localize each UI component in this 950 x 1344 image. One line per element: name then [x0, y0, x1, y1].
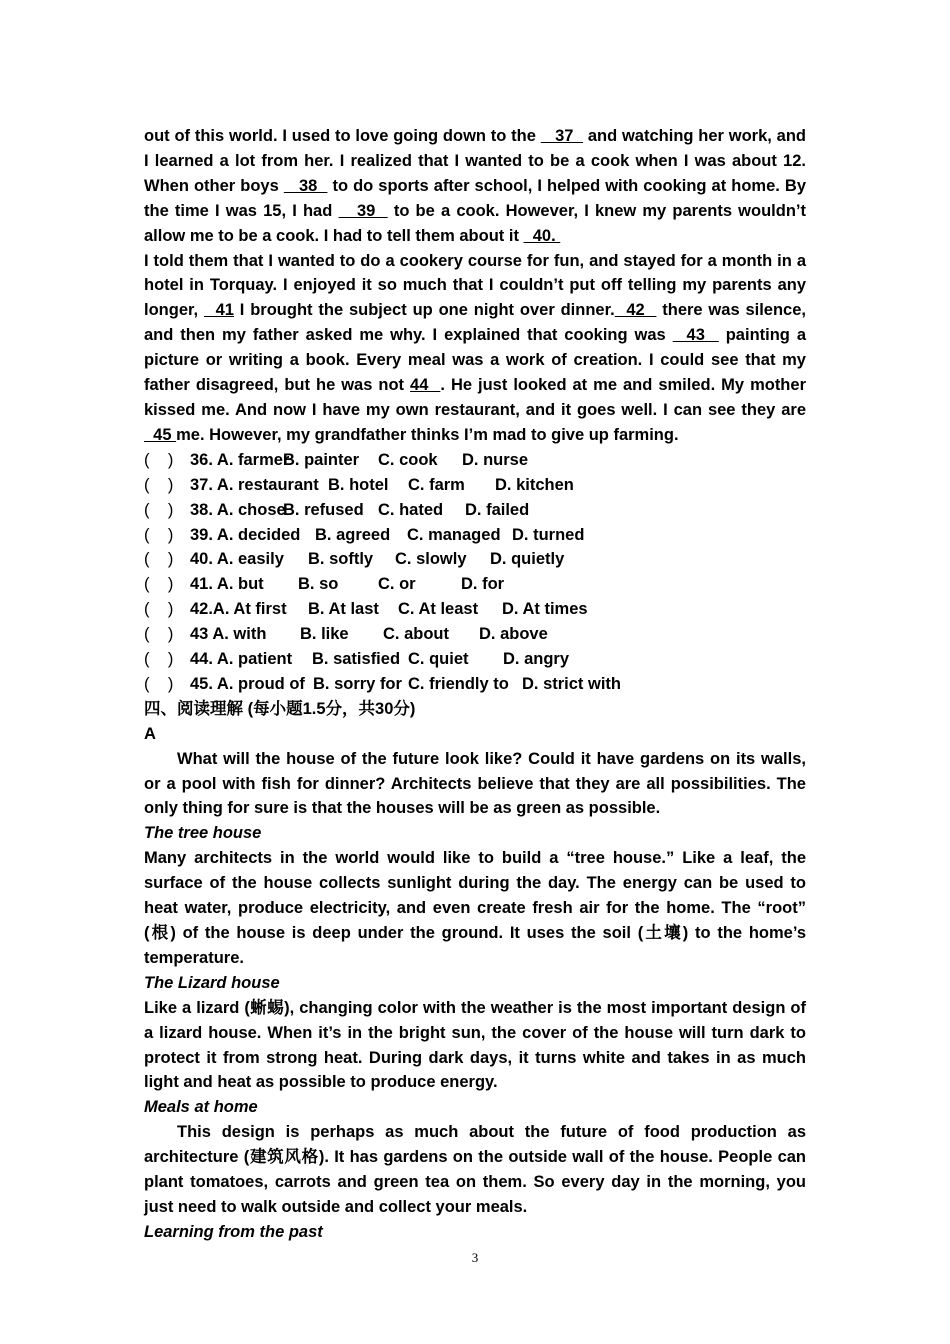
passage-intro: What will the house of the future look like? Could it have gardens on its walls, or a pool with fish for dinner? Architects believe that they are all possibilities. The only thing for sure is that the houses will be as green as possible. [144, 749, 806, 818]
blank-44: 44 [410, 376, 441, 395]
option-b: B. like [300, 625, 349, 644]
blank-41: 41 [203, 301, 234, 320]
cloze-text: and watching her work, and I learned a lot from her. I realized that I wanted to be a cook when I was about 12. When other boys [144, 127, 806, 195]
paragraph-meals-at-home: This design is perhaps as much about the future of food production as architecture (建筑风格). It has gardens on the outside wall of the house. People can plant tomatoes, carrots and green tea on them. So every day in the morning, you just need to walk outside and collect your meals. [144, 1123, 806, 1216]
cloze-text: out of this world. I used to love going down to the [144, 127, 541, 145]
option-c: C. hated [378, 500, 444, 519]
answer-parentheses[interactable]: ( ) [144, 575, 174, 594]
option-b: B. softly [308, 550, 374, 569]
question-item [144, 672, 806, 697]
option-d: D. nurse [462, 450, 529, 469]
answer-parentheses[interactable]: ( ) [144, 500, 174, 519]
answer-parentheses[interactable]: ( ) [144, 650, 174, 669]
option-c: C. quiet [408, 650, 469, 669]
cloze-text: I brought the subject up one night over dinner. [233, 301, 615, 320]
section-title: 四、阅读理解 (每小题1.5分，共30分) [144, 699, 416, 718]
question-item [144, 448, 806, 473]
cloze-text: painting a picture or writing a book. Every meal was a work of creation. I could see that my father disagreed, but he was not [144, 326, 806, 395]
option-c: C. friendly to [408, 674, 509, 693]
option-d: D. above [479, 625, 548, 644]
option-a: 36. A. farmer [190, 450, 290, 469]
cloze-text: there was silence, and then my father asked me why. I explained that cooking was [144, 301, 806, 345]
option-c: C. or [378, 575, 416, 594]
subheading-learning-from-past: Learning from the past [144, 1222, 323, 1241]
option-d: D. quietly [490, 550, 565, 569]
option-a: 41. A. but [190, 575, 264, 594]
question-item [144, 647, 806, 672]
page-content [144, 124, 806, 1245]
answer-parentheses[interactable]: ( ) [144, 674, 174, 693]
option-c: C. managed [407, 525, 501, 544]
passage-label: A [144, 724, 156, 743]
option-d: D. kitchen [495, 475, 574, 494]
option-b: B. satisfied [312, 650, 401, 669]
option-d: D. failed [465, 500, 530, 519]
option-a: 42.A. At first [190, 600, 287, 619]
option-c: C. about [383, 625, 449, 644]
question-item [144, 523, 806, 548]
option-d: D. strict with [522, 674, 622, 693]
option-d: D. for [461, 575, 505, 594]
option-a: 40. A. easily [190, 550, 284, 569]
option-b: B. hotel [328, 475, 389, 494]
cloze-paragraph-2 [144, 249, 806, 448]
cloze-text: to be a cook. However, I knew my parents wouldn’t allow me to be a cook. I had to tell them about it [144, 201, 806, 245]
option-b: B. refused [283, 500, 364, 519]
question-item [144, 622, 806, 647]
option-c: C. slowly [395, 550, 467, 569]
paragraph-tree-house: Many architects in the world would like to build a “tree house.” Like a leaf, the surface of the house collects sunlight during the day. The energy can be used to heat water, produce electricity, and even create fresh air for the home. The “root” (根) of the house is deep under the ground. It uses the soil (土壤) to the home’s temperature. [144, 849, 806, 967]
cloze-text: I told them that I wanted to do a cookery course for fun, and stayed for a month in a hotel in Torquay. I enjoyed it so much that I couldn’t put off telling my parents any longer, [144, 251, 806, 320]
page-number: 3 [471, 1250, 479, 1265]
cloze-paragraph-1 [144, 124, 806, 249]
answer-parentheses[interactable]: ( ) [144, 550, 174, 569]
blank-43: 43 [672, 326, 719, 345]
blank-42: 42 [614, 301, 657, 320]
option-b: B. sorry for [313, 674, 402, 693]
option-a: 38. A. chose [190, 500, 286, 519]
blank-45: 45 [144, 425, 177, 444]
question-item [144, 473, 806, 498]
option-a: 37. A. restaurant [190, 475, 319, 494]
question-item [144, 498, 806, 523]
answer-parentheses[interactable]: ( ) [144, 475, 174, 494]
option-a: 43 A. with [190, 625, 267, 644]
option-c: C. cook [378, 450, 438, 469]
blank-40: 40. [523, 226, 561, 245]
blank-39: 39 [338, 201, 388, 220]
subheading-meals-at-home: Meals at home [144, 1098, 258, 1117]
subheading-lizard-house: The Lizard house [144, 973, 280, 992]
blank-38: 38 [283, 176, 328, 195]
question-item [144, 597, 806, 622]
option-b: B. painter [283, 450, 360, 469]
option-b: B. so [298, 575, 339, 594]
answer-parentheses[interactable]: ( ) [144, 625, 174, 644]
question-item [144, 572, 806, 597]
option-d: D. angry [503, 650, 570, 669]
option-c: C. At least [398, 600, 479, 619]
option-d: D. At times [502, 600, 588, 619]
option-a: 44. A. patient [190, 650, 293, 669]
answer-parentheses[interactable]: ( ) [144, 600, 174, 619]
paragraph-lizard-house: Like a lizard (蜥蜴), changing color with the weather is the most important design of a lizard house. When it’s in the bright sun, the cover of the house will turn dark to protect it from strong heat. During dark days, it turns white and takes in as much light and heat as possible to produce energy. [144, 998, 806, 1092]
cloze-text: . He just looked at me and smiled. My mother kissed me. And now I have my own restaurant, and it goes well. I can see they are [144, 376, 806, 419]
option-b: B. At last [308, 600, 379, 619]
cloze-text: me. However, my grandfather thinks I’m mad to give up farming. [176, 425, 679, 444]
option-c: C. farm [408, 475, 465, 494]
answer-parentheses[interactable]: ( ) [144, 525, 174, 544]
option-b: B. agreed [315, 525, 391, 544]
blank-37: 37 [540, 127, 584, 145]
question-list [144, 448, 806, 697]
subheading-tree-house: The tree house [144, 824, 262, 843]
option-d: D. turned [512, 525, 585, 544]
option-a: 39. A. decided [190, 525, 301, 544]
option-a: 45. A. proud of [190, 674, 305, 693]
question-item [144, 547, 806, 572]
answer-parentheses[interactable]: ( ) [144, 450, 174, 469]
cloze-text: to do sports after school, I helped with cooking at home. By the time I was 15, I had [144, 176, 807, 220]
